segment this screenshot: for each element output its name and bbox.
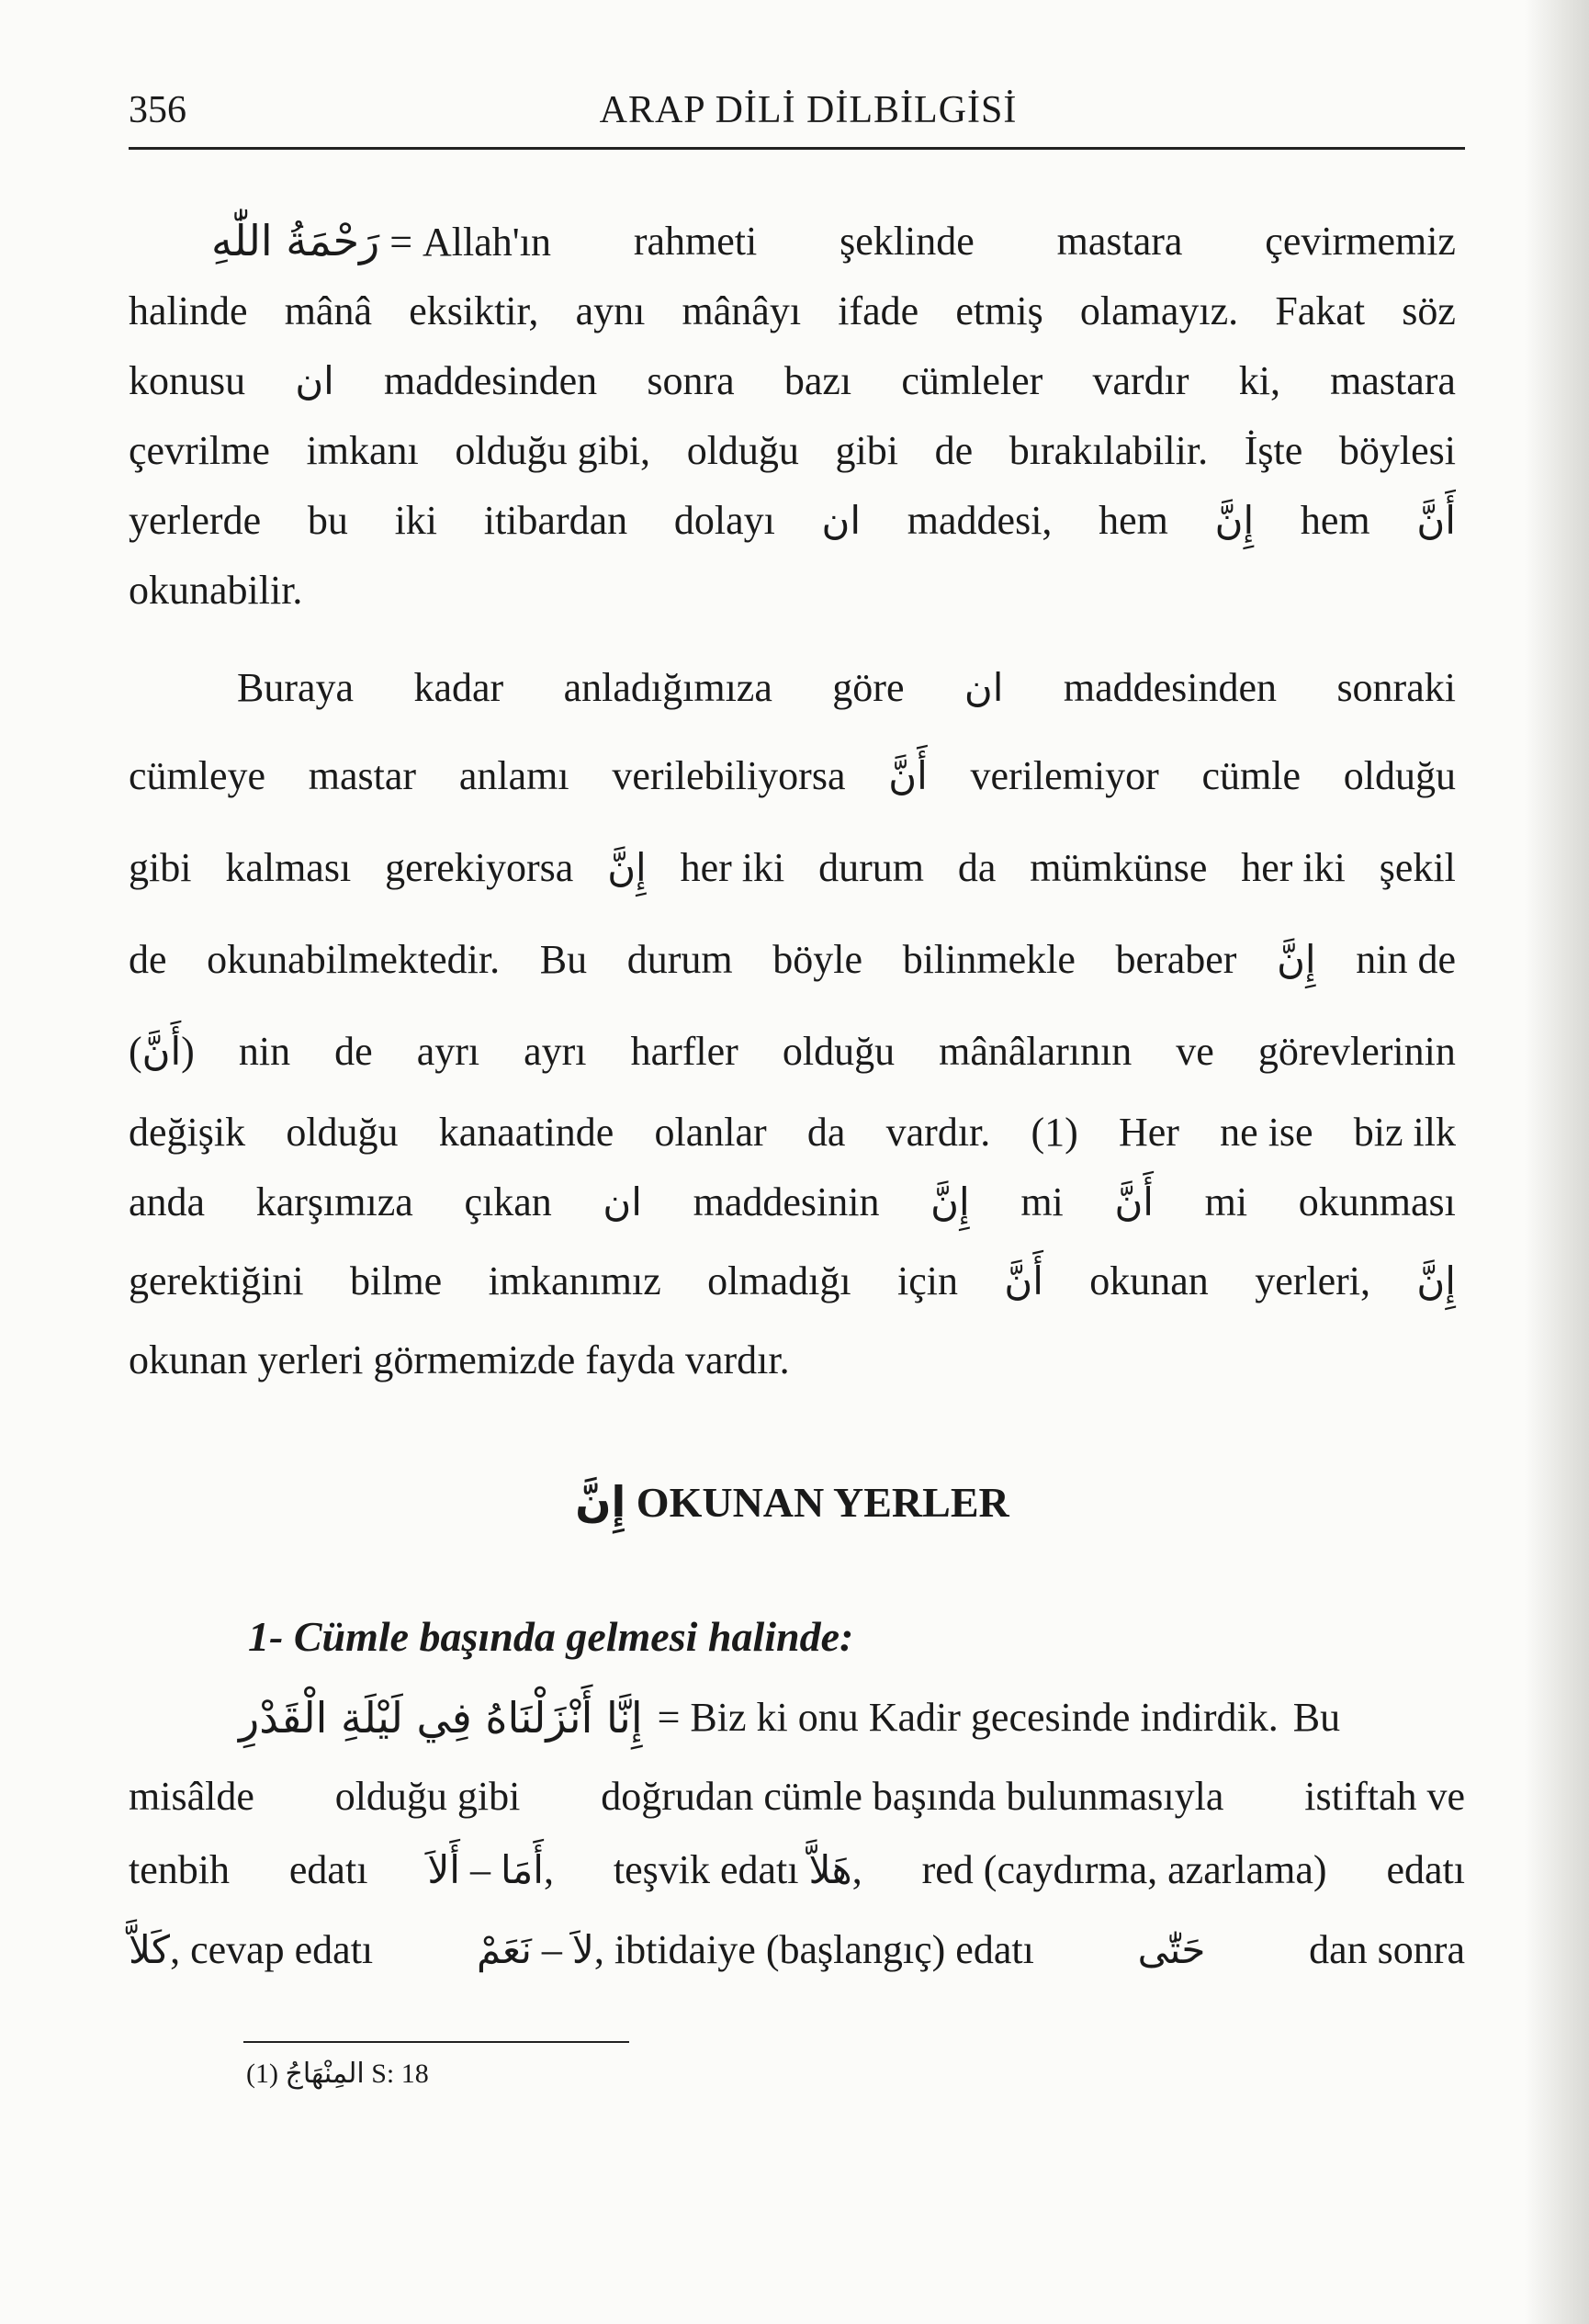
arabic-word: أَنَّ: [1114, 1179, 1154, 1224]
text-line: misâlde olduğu gibi doğrudan cümle başında bulunmasıyla istiftah ve: [129, 1774, 1465, 1819]
arabic-word: ان: [295, 358, 334, 403]
text-line: çevrilme imkanı olduğu gibi, olduğu gibi de bırakılabilir. İşte böylesi: [129, 428, 1456, 473]
text-line: gerektiğini bilme imkanımız olmadığı için أَنَّ okunan yerleri, إِنَّ: [129, 1237, 1456, 1326]
arabic-word: لاَ: [571, 1927, 594, 1972]
arabic-word: نَعَمْ: [477, 1927, 532, 1972]
arabic-word: كَلاَّ: [129, 1927, 171, 1972]
text-line: değişik olduğu kanaatinde olanlar da vardır. (1) Her ne ise biz ilk: [129, 1110, 1456, 1155]
arabic-word: إِنَّ: [930, 1179, 970, 1224]
arabic-word: إِنَّ: [607, 845, 647, 890]
arabic-word: هَلاَّ: [808, 1847, 852, 1892]
arabic-word: ان: [821, 498, 862, 543]
text-line: anda karşımıza çıkan ان maddesinin إِنَّ mi أَنَّ mi okunması: [129, 1168, 1456, 1237]
section-text: [129, 1674, 1465, 1991]
text-line: Buraya kadar anladığımıza göre ان maddesinden sonraki: [129, 646, 1456, 730]
text-line: yerlerde bu iki itibardan dolayı ان maddesi, hem إِنَّ hem أَنَّ: [129, 486, 1456, 556]
text-line: (أَنَّ) nin de ayrı ayrı harfler olduğu mânâlarının ve görevlerinin: [129, 1029, 1456, 1074]
subsection-title: 1- Cümle başında gelmesi halinde:: [248, 1613, 854, 1660]
text-line: gibi kalması gerekiyorsa إِنَّ her iki durum da mümkünse her iki şekil: [129, 822, 1456, 914]
main-text: [129, 207, 1456, 1395]
running-title: ARAP DİLİ DİLBİLGİSİ: [599, 89, 1018, 131]
arabic-word: إِنَّ: [1277, 937, 1316, 982]
page-edge-shadow: [1525, 0, 1589, 2324]
text-line: konusu ان maddesinden sonra bazı cümleler vardır ki, mastara: [129, 346, 1456, 416]
text-line: okunan yerleri görmemizde fayda vardır.: [129, 1337, 790, 1382]
arabic-word: أَمَا: [500, 1847, 544, 1892]
footnote: (1) المِنْهَاجُ S: 18: [246, 2058, 429, 2090]
text-line: إِنَّا أَنْزَلْنَاهُ فِي لَيْلَةِ الْقَدْرِ = Biz ki onu Kadir gecesinde indirdik. Bu: [129, 1674, 1465, 1762]
arabic-word: أَنَّ: [1004, 1258, 1043, 1303]
text-line: okunabilir.: [129, 568, 303, 613]
page-number: 356: [129, 89, 186, 131]
arabic-word: أَنَّ: [888, 753, 928, 798]
arabic-word: حَتّٰى: [1137, 1927, 1206, 1972]
arabic-word: ان: [964, 665, 1004, 710]
footnote-rule: [243, 2041, 629, 2043]
arabic-word: إِنَّ: [1214, 498, 1255, 543]
arabic-word: المِنْهَاجُ: [285, 2058, 365, 2090]
text-line: كَلاَّ, cevap edatı نَعَمْ – لاَ, ibtidaiye (başlangıç) edatı حَتّٰى dan sonra: [129, 1909, 1465, 1991]
text-line: رَحْمَةُ اللّٰهِ = Allah'ın rahmeti şeklinde mastara çevirmemiz: [211, 216, 1456, 265]
text-line: halinde mânâ eksiktir, aynı mânâyı ifade etmiş olamayız. Fakat söz: [129, 288, 1456, 333]
arabic-word: ان: [603, 1179, 642, 1224]
arabic-word: أَنَّ: [1416, 498, 1456, 543]
section-heading: إِنَّ OKUNAN YERLER: [575, 1477, 1009, 1527]
arabic-word: إِنَّ: [575, 1477, 626, 1527]
text-line: cümleye mastar anlamı verilebiliyorsa أَنَّ verilemiyor cümle olduğu: [129, 730, 1456, 822]
arabic-word: أَلاَ: [427, 1847, 460, 1892]
arabic-word: أَنَّ: [141, 1029, 182, 1074]
page-header: [129, 88, 1465, 150]
text-line: de okunabilmektedir. Bu durum böyle bilinmekle beraber إِنَّ nin de: [129, 914, 1456, 1006]
arabic-phrase: رَحْمَةُ اللّٰهِ: [211, 216, 380, 265]
arabic-verse: إِنَّا أَنْزَلْنَاهُ فِي لَيْلَةِ الْقَدْرِ: [239, 1693, 643, 1743]
arabic-word: إِنَّ: [1416, 1258, 1456, 1303]
text-line: tenbih edatı أَلاَ – أَمَا, teşvik edatı هَلاَّ, red (caydırma, azarlama) edatı: [129, 1847, 1465, 1892]
